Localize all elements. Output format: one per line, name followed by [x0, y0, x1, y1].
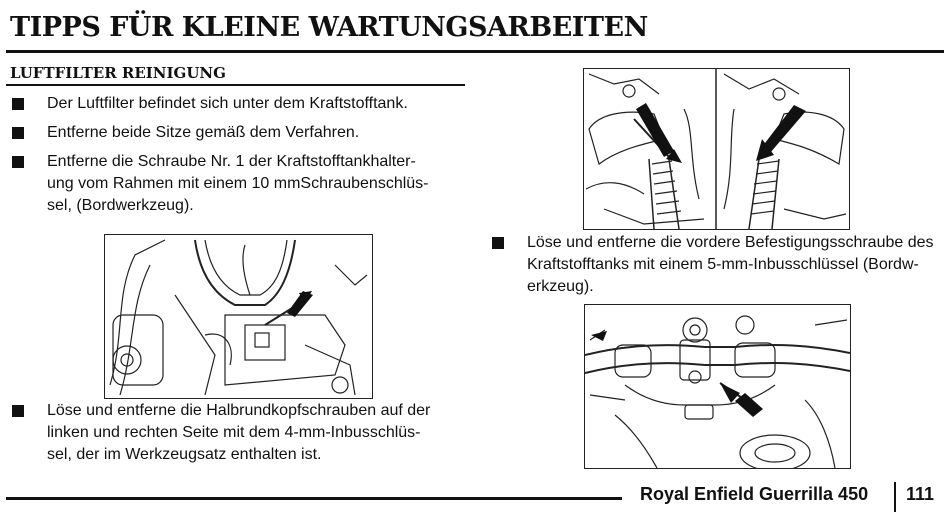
list-item-text: Entferne beide Sitze gemäß dem Verfahren.	[47, 124, 360, 141]
footer-rule	[6, 497, 622, 500]
figure-fuel-tank-bracket-illustration	[583, 68, 850, 230]
list-item-text: Entferne die Schraube Nr. 1 der Kraftstofftankhalter- ung vom Rahmen mit einem 10 mmSchraubenschlüs- sel, (Bordwerkzeug).	[47, 153, 429, 214]
footer-brand: Royal Enfield Guerrilla 450	[640, 484, 869, 504]
list-item-text: Löse und entferne die vordere Befestigungsschraube des Kraftstofftanks mit einem 5-mm-Inbusschlüssel (Bordw- erkzeug).	[527, 234, 934, 295]
bullet-square-icon	[492, 237, 504, 249]
list-item-text: Löse und entferne die Halbrundkopfschrauben auf der linken und rechten Seite mit dem 4-mm-Inbusschlüs- sel, der im Werkzeugsatz enthalten ist.	[47, 402, 431, 463]
section-heading: LUFTFILTER REINIGUNG	[10, 64, 226, 82]
bullet-square-icon	[12, 127, 24, 139]
page-title: TIPPS FÜR KLEINE WARTUNGSARBEITEN	[10, 12, 648, 43]
figure-handlebar-clamp-illustration	[584, 304, 851, 469]
bullet-square-icon	[12, 98, 24, 110]
bullet-square-icon	[12, 405, 24, 417]
section-rule	[6, 84, 465, 86]
list-item-text: Der Luftfilter befindet sich unter dem Kraftstofftank.	[47, 95, 408, 112]
footer-divider	[894, 482, 896, 512]
bullet-square-icon	[12, 156, 24, 168]
title-rule	[6, 50, 944, 53]
page-number: 111	[906, 484, 935, 504]
figure-seat-frame-illustration	[104, 234, 373, 399]
